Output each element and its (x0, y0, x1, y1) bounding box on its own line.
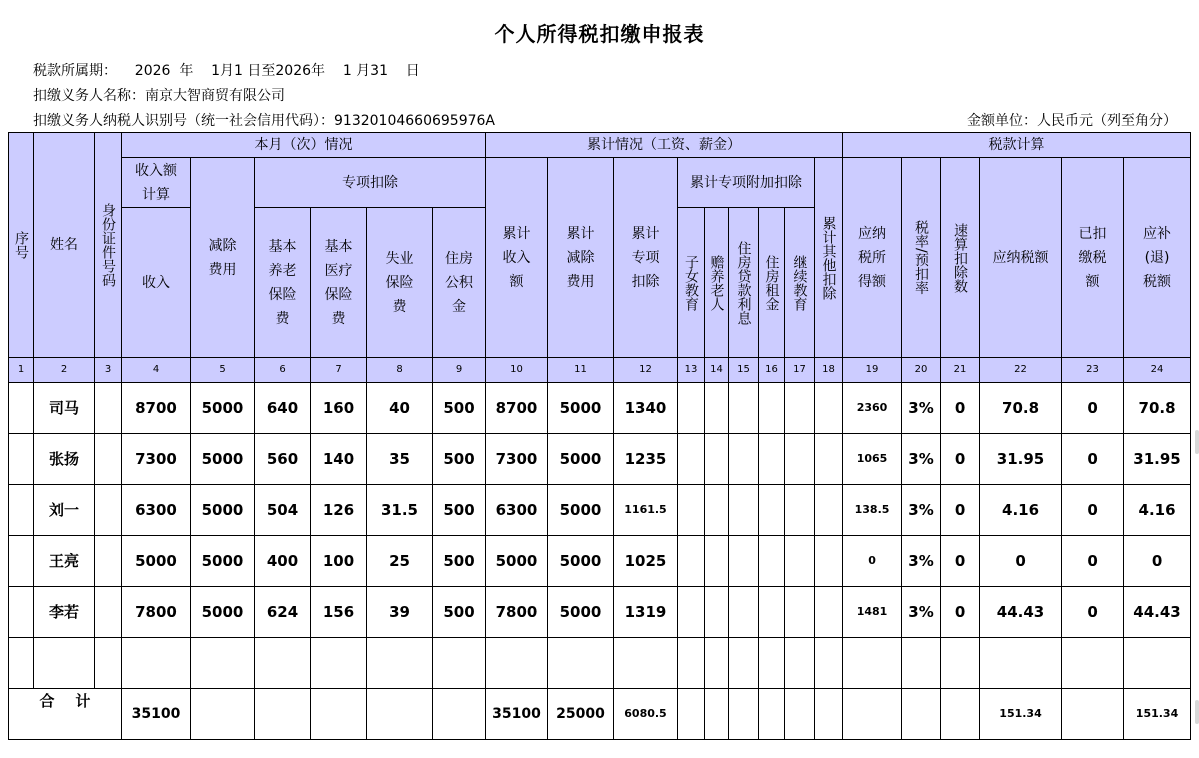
quick-deduct-cell[interactable]: 0 (941, 536, 980, 587)
total-cum-special[interactable]: 6080.5 (614, 689, 678, 740)
total-taxable-income[interactable] (843, 689, 902, 740)
seq-cell[interactable] (9, 434, 34, 485)
tax-due-cell[interactable]: 4.16 (1124, 485, 1191, 536)
total-quick-deduct[interactable] (941, 689, 980, 740)
seq-cell[interactable] (9, 383, 34, 434)
tax-payable-cell[interactable]: 0 (980, 536, 1062, 587)
id-no-cell[interactable] (95, 434, 122, 485)
empty-cell[interactable] (34, 638, 95, 689)
tax-payable-cell[interactable]: 44.43 (980, 587, 1062, 638)
table-row-empty (9, 638, 1191, 689)
empty-cell[interactable] (785, 638, 815, 689)
children-edu-cell[interactable] (678, 434, 705, 485)
mortgage-cell[interactable] (729, 434, 759, 485)
cum-income-cell[interactable]: 7800 (486, 587, 548, 638)
total-housing-fund[interactable] (433, 689, 486, 740)
total-income[interactable]: 35100 (122, 689, 191, 740)
name-cell[interactable]: 刘一 (34, 485, 95, 536)
cum-deduct-fee-cell[interactable]: 5000 (548, 383, 614, 434)
cum-other-cell[interactable] (815, 485, 843, 536)
total-elderly[interactable] (705, 689, 729, 740)
empty-cell[interactable] (843, 638, 902, 689)
cum-income-cell[interactable]: 8700 (486, 383, 548, 434)
header-income: 收入 (122, 208, 191, 358)
elderly-cell[interactable] (705, 434, 729, 485)
deduct-fee-cell[interactable]: 5000 (191, 485, 255, 536)
total-unemployment[interactable] (367, 689, 433, 740)
medical-cell[interactable]: 140 (311, 434, 367, 485)
header-tax-calc: 税款计算 (843, 133, 1191, 158)
cum-special-cell[interactable]: 1319 (614, 587, 678, 638)
deduct-fee-cell[interactable]: 5000 (191, 587, 255, 638)
column-number: 8 (367, 358, 433, 383)
medical-cell[interactable]: 160 (311, 383, 367, 434)
housing-fund-cell[interactable]: 500 (433, 587, 486, 638)
tax-paid-cell[interactable]: 0 (1062, 383, 1124, 434)
empty-cell[interactable] (433, 638, 486, 689)
header-tax-payable: 应纳税额 (980, 158, 1062, 358)
header-seq: 序号 (9, 133, 34, 358)
housing-fund-cell[interactable]: 500 (433, 485, 486, 536)
medical-cell[interactable]: 100 (311, 536, 367, 587)
empty-cell[interactable] (95, 638, 122, 689)
tax-rate-cell[interactable]: 3% (902, 434, 941, 485)
total-medical[interactable] (311, 689, 367, 740)
taxable-income-cell[interactable]: 0 (843, 536, 902, 587)
empty-cell[interactable] (122, 638, 191, 689)
column-number: 15 (729, 358, 759, 383)
deduct-fee-cell[interactable]: 5000 (191, 536, 255, 587)
header-cum-additional: 累计专项附加扣除 (678, 158, 815, 208)
totals-label: 合 计 (9, 689, 122, 740)
header-housing-fund: 住房公积金 (433, 208, 486, 358)
header-medical: 基本医疗保险费 (311, 208, 367, 358)
empty-cell[interactable] (729, 638, 759, 689)
rent-cell[interactable] (759, 536, 785, 587)
column-number: 24 (1124, 358, 1191, 383)
header-cum-special: 累计专项扣除 (614, 158, 678, 358)
cum-income-cell[interactable]: 5000 (486, 536, 548, 587)
mortgage-cell[interactable] (729, 536, 759, 587)
empty-cell[interactable] (902, 638, 941, 689)
taxable-income-cell[interactable]: 1065 (843, 434, 902, 485)
form-title: 个人所得税扣缴申报表 (494, 22, 705, 46)
rent-cell[interactable] (759, 434, 785, 485)
pension-cell[interactable]: 624 (255, 587, 311, 638)
quick-deduct-cell[interactable]: 0 (941, 485, 980, 536)
tax-paid-cell[interactable]: 0 (1062, 587, 1124, 638)
column-number: 9 (433, 358, 486, 383)
children-edu-cell[interactable] (678, 383, 705, 434)
total-tax-paid[interactable] (1062, 689, 1124, 740)
currency-unit: 金额单位：人民币元（列至角分） (967, 113, 1177, 129)
cont-edu-cell[interactable] (785, 383, 815, 434)
header-cum-income: 累计收入额 (486, 158, 548, 358)
income-cell[interactable]: 7800 (122, 587, 191, 638)
unemployment-cell[interactable]: 40 (367, 383, 433, 434)
tax-rate-cell[interactable]: 3% (902, 536, 941, 587)
empty-cell[interactable] (1062, 638, 1124, 689)
name-cell[interactable]: 王亮 (34, 536, 95, 587)
column-number: 6 (255, 358, 311, 383)
seq-cell[interactable] (9, 536, 34, 587)
income-cell[interactable]: 6300 (122, 485, 191, 536)
taxable-income-cell[interactable]: 2360 (843, 383, 902, 434)
mortgage-cell[interactable] (729, 485, 759, 536)
column-number: 2 (34, 358, 95, 383)
total-children-edu[interactable] (678, 689, 705, 740)
cum-special-cell[interactable]: 1161.5 (614, 485, 678, 536)
column-number: 11 (548, 358, 614, 383)
table-row (9, 485, 1191, 536)
empty-cell[interactable] (486, 638, 548, 689)
column-number: 10 (486, 358, 548, 383)
mortgage-cell[interactable] (729, 587, 759, 638)
header-cumulative: 累计情况（工资、薪金） (486, 133, 843, 158)
header-tax-paid: 已扣缴税额 (1062, 158, 1124, 358)
empty-cell[interactable] (1124, 638, 1191, 689)
header-id-no: 身份证件号码 (95, 133, 122, 358)
cont-edu-cell[interactable] (785, 434, 815, 485)
column-number: 23 (1062, 358, 1124, 383)
empty-cell[interactable] (367, 638, 433, 689)
column-number: 7 (311, 358, 367, 383)
empty-cell[interactable] (614, 638, 678, 689)
cum-other-cell[interactable] (815, 587, 843, 638)
seq-cell[interactable] (9, 485, 34, 536)
header-cont-edu: 继续教育 (785, 208, 815, 358)
empty-cell[interactable] (678, 638, 705, 689)
empty-cell[interactable] (980, 638, 1062, 689)
header-tax-rate: 税率/预扣率 (902, 158, 941, 358)
total-tax-due[interactable]: 151.34 (1124, 689, 1191, 740)
header-mortgage: 住房贷款利息 (729, 208, 759, 358)
total-mortgage[interactable] (729, 689, 759, 740)
tax-payable-cell[interactable]: 70.8 (980, 383, 1062, 434)
header-elderly: 赡养老人 (705, 208, 729, 358)
header-pension: 基本养老保险费 (255, 208, 311, 358)
elderly-cell[interactable] (705, 587, 729, 638)
pension-cell[interactable]: 560 (255, 434, 311, 485)
empty-cell[interactable] (815, 638, 843, 689)
column-number: 4 (122, 358, 191, 383)
empty-cell[interactable] (548, 638, 614, 689)
column-number: 18 (815, 358, 843, 383)
mortgage-cell[interactable] (729, 383, 759, 434)
tax-due-cell[interactable]: 31.95 (1124, 434, 1191, 485)
pension-cell[interactable]: 400 (255, 536, 311, 587)
housing-fund-cell[interactable]: 500 (433, 383, 486, 434)
taxpayer-id: 扣缴义务人纳税人识别号（统一社会信用代码）：91320104660695976A (33, 113, 495, 129)
tax-due-cell[interactable]: 44.43 (1124, 587, 1191, 638)
column-number: 14 (705, 358, 729, 383)
totals-row (9, 689, 1191, 740)
tax-rate-cell[interactable]: 3% (902, 587, 941, 638)
tax-payable-cell[interactable]: 31.95 (980, 434, 1062, 485)
cum-special-cell[interactable]: 1025 (614, 536, 678, 587)
cum-deduct-fee-cell[interactable]: 5000 (548, 536, 614, 587)
total-pension[interactable] (255, 689, 311, 740)
empty-cell[interactable] (311, 638, 367, 689)
rent-cell[interactable] (759, 383, 785, 434)
tax-rate-cell[interactable]: 3% (902, 485, 941, 536)
cum-special-cell[interactable]: 1340 (614, 383, 678, 434)
cum-income-cell[interactable]: 7300 (486, 434, 548, 485)
income-cell[interactable]: 7300 (122, 434, 191, 485)
income-cell[interactable]: 5000 (122, 536, 191, 587)
scroll-handle[interactable] (1195, 430, 1199, 454)
total-cont-edu[interactable] (785, 689, 815, 740)
empty-cell[interactable] (255, 638, 311, 689)
column-number: 22 (980, 358, 1062, 383)
empty-cell[interactable] (9, 638, 34, 689)
children-edu-cell[interactable] (678, 536, 705, 587)
header-quick-deduct: 速算扣除数 (941, 158, 980, 358)
column-number: 1 (9, 358, 34, 383)
cont-edu-cell[interactable] (785, 536, 815, 587)
column-number: 16 (759, 358, 785, 383)
taxable-income-cell[interactable]: 138.5 (843, 485, 902, 536)
header-tax-due: 应补(退)税额 (1124, 158, 1191, 358)
total-cum-other[interactable] (815, 689, 843, 740)
header-children-edu: 子女教育 (678, 208, 705, 358)
tax-due-cell[interactable]: 0 (1124, 536, 1191, 587)
column-number: 12 (614, 358, 678, 383)
unemployment-cell[interactable]: 35 (367, 434, 433, 485)
column-number: 3 (95, 358, 122, 383)
id-no-cell[interactable] (95, 587, 122, 638)
header-cum-other: 累计其他扣除 (815, 158, 843, 358)
column-number: 5 (191, 358, 255, 383)
header-taxable-income: 应纳税所得额 (843, 158, 902, 358)
scroll-handle[interactable] (1195, 700, 1199, 724)
total-cum-income[interactable]: 35100 (486, 689, 548, 740)
tax-paid-cell[interactable]: 0 (1062, 536, 1124, 587)
tax-declaration-table (8, 132, 1191, 740)
tax-paid-cell[interactable]: 0 (1062, 434, 1124, 485)
column-number: 17 (785, 358, 815, 383)
column-number: 19 (843, 358, 902, 383)
column-number: 21 (941, 358, 980, 383)
elderly-cell[interactable] (705, 485, 729, 536)
tax-rate-cell[interactable]: 3% (902, 383, 941, 434)
total-deduct-fee[interactable] (191, 689, 255, 740)
table-row (9, 434, 1191, 485)
header-rent: 住房租金 (759, 208, 785, 358)
header-name: 姓名 (34, 133, 95, 358)
rent-cell[interactable] (759, 587, 785, 638)
income-cell[interactable]: 8700 (122, 383, 191, 434)
empty-cell[interactable] (191, 638, 255, 689)
tax-payable-cell[interactable]: 4.16 (980, 485, 1062, 536)
pension-cell[interactable]: 504 (255, 485, 311, 536)
quick-deduct-cell[interactable]: 0 (941, 434, 980, 485)
total-cum-deduct-fee[interactable]: 25000 (548, 689, 614, 740)
total-rent[interactable] (759, 689, 785, 740)
cum-deduct-fee-cell[interactable]: 5000 (548, 485, 614, 536)
deduct-fee-cell[interactable]: 5000 (191, 383, 255, 434)
cont-edu-cell[interactable] (785, 485, 815, 536)
total-tax-payable[interactable]: 151.34 (980, 689, 1062, 740)
elderly-cell[interactable] (705, 383, 729, 434)
name-cell[interactable]: 司马 (34, 383, 95, 434)
deduct-fee-cell[interactable]: 5000 (191, 434, 255, 485)
cum-special-cell[interactable]: 1235 (614, 434, 678, 485)
name-cell[interactable]: 李若 (34, 587, 95, 638)
total-tax-rate[interactable] (902, 689, 941, 740)
quick-deduct-cell[interactable]: 0 (941, 587, 980, 638)
pension-cell[interactable]: 640 (255, 383, 311, 434)
header-special-deduct: 专项扣除 (255, 158, 486, 208)
column-number: 20 (902, 358, 941, 383)
medical-cell[interactable]: 156 (311, 587, 367, 638)
table-row (9, 536, 1191, 587)
cum-other-cell[interactable] (815, 536, 843, 587)
seq-cell[interactable] (9, 587, 34, 638)
cum-income-cell[interactable]: 6300 (486, 485, 548, 536)
housing-fund-cell[interactable]: 500 (433, 536, 486, 587)
withholder-name: 扣缴义务人名称：南京大智商贸有限公司 (33, 88, 285, 104)
taxable-income-cell[interactable]: 1481 (843, 587, 902, 638)
header-cum-deduct-fee: 累计减除费用 (548, 158, 614, 358)
header-income-calc: 收入额计算 (122, 158, 191, 208)
children-edu-cell[interactable] (678, 485, 705, 536)
cum-deduct-fee-cell[interactable]: 5000 (548, 587, 614, 638)
column-number-row (9, 358, 1191, 383)
header-unemployment: 失业保险费 (367, 208, 433, 358)
rent-cell[interactable] (759, 485, 785, 536)
children-edu-cell[interactable] (678, 587, 705, 638)
id-no-cell[interactable] (95, 536, 122, 587)
tax-paid-cell[interactable]: 0 (1062, 485, 1124, 536)
id-no-cell[interactable] (95, 485, 122, 536)
unemployment-cell[interactable]: 39 (367, 587, 433, 638)
header-deduct-fee: 减除费用 (191, 158, 255, 358)
unemployment-cell[interactable]: 25 (367, 536, 433, 587)
table-row (9, 587, 1191, 638)
cont-edu-cell[interactable] (785, 587, 815, 638)
medical-cell[interactable]: 126 (311, 485, 367, 536)
tax-due-cell[interactable]: 70.8 (1124, 383, 1191, 434)
empty-cell[interactable] (705, 638, 729, 689)
name-cell[interactable]: 张扬 (34, 434, 95, 485)
id-no-cell[interactable] (95, 383, 122, 434)
elderly-cell[interactable] (705, 536, 729, 587)
table-row (9, 383, 1191, 434)
empty-cell[interactable] (941, 638, 980, 689)
cum-deduct-fee-cell[interactable]: 5000 (548, 434, 614, 485)
empty-cell[interactable] (759, 638, 785, 689)
cum-other-cell[interactable] (815, 383, 843, 434)
unemployment-cell[interactable]: 31.5 (367, 485, 433, 536)
tax-period: 税款所属期： 2026 年 1月1 日至2026年 1 月31 日 (33, 63, 420, 79)
cum-other-cell[interactable] (815, 434, 843, 485)
column-number: 13 (678, 358, 705, 383)
housing-fund-cell[interactable]: 500 (433, 434, 486, 485)
quick-deduct-cell[interactable]: 0 (941, 383, 980, 434)
header-monthly: 本月（次）情况 (122, 133, 486, 158)
